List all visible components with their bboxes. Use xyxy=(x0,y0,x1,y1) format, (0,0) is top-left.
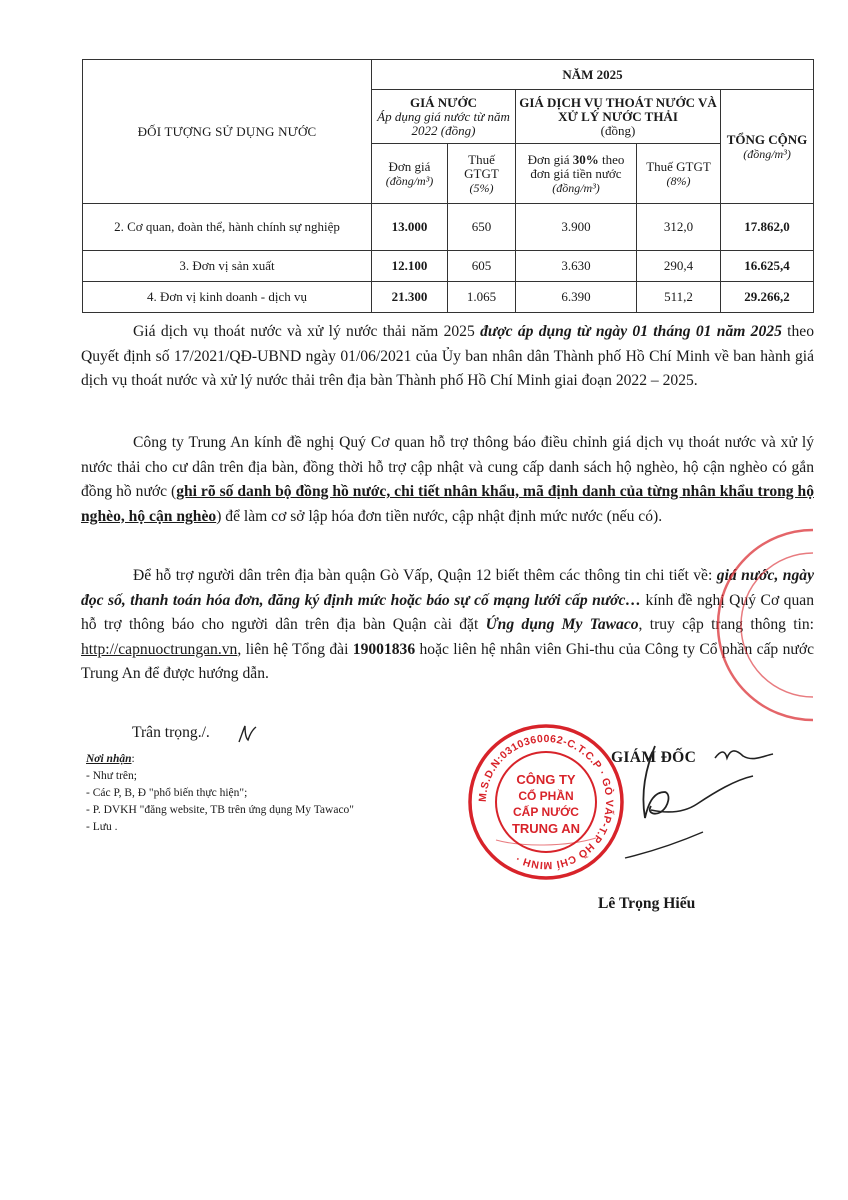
header-object: ĐỐI TƯỢNG SỬ DỤNG NƯỚC xyxy=(83,60,372,204)
cell-vat: 605 xyxy=(448,251,516,282)
cell-total: 17.862,0 xyxy=(721,204,814,251)
row-label: 2. Cơ quan, đoàn thể, hành chính sự nghiệp xyxy=(83,204,372,251)
cell-vat: 650 xyxy=(448,204,516,251)
para3-text-g: , liên hệ Tổng đài xyxy=(237,640,353,658)
header-drainage-title: GIÁ DỊCH VỤ THOÁT NƯỚC VÀ XỬ LÝ NƯỚC THẢI xyxy=(519,94,717,124)
para2-text-c: ) để làm cơ sở lập hóa đơn tiền nước, cập nhật định mức nước (nếu có). xyxy=(216,507,663,525)
header-water-subtitle: Áp dụng giá nước từ năm 2022 (đồng) xyxy=(377,108,510,138)
subheader-drain-price-pct: 30% xyxy=(572,151,599,167)
recipients-title-suffix: : xyxy=(131,753,135,765)
header-water-price xyxy=(372,90,516,144)
recipient-line: - Lưu . xyxy=(86,821,118,833)
header-drainage-subtitle: (đồng) xyxy=(600,122,636,138)
cell-drain-price: 3.630 xyxy=(516,251,637,282)
app-name: Ứng dụng My Tawaco xyxy=(485,616,639,633)
cell-total: 29.266,2 xyxy=(721,282,814,313)
cell-vat: 1.065 xyxy=(448,282,516,313)
subheader-unit-price-unit: (đồng/m³) xyxy=(385,173,434,188)
table-row xyxy=(83,251,814,282)
partial-stamp-icon xyxy=(703,515,813,765)
subheader-vat-water-rate: (5%) xyxy=(469,180,494,195)
para3-text-a: Để hỗ trợ người dân trên địa bàn quận Gò Vấp, Quận 12 biết thêm các thông tin chi tiết về: xyxy=(133,567,717,584)
para1-emphasis: được áp dụng từ ngày 01 tháng 01 năm 2025 xyxy=(480,323,782,340)
header-total-label: TỔNG CỘNG xyxy=(726,131,808,147)
recipient-line: - P. DVKH "đăng website, TB trên ứng dụng My Tawaco" xyxy=(86,804,354,816)
subheader-unit-price-label: Đơn giá xyxy=(388,158,431,174)
cell-price: 13.000 xyxy=(372,204,448,251)
header-total xyxy=(721,90,814,204)
cell-drain-price: 6.390 xyxy=(516,282,637,313)
para3-emphasis: giá nước, ngày đọc số, thanh toán hóa đơn, đăng ký định mức hoặc báo sự cố mạng lưới cấp nước… xyxy=(81,567,814,609)
hotline-number: 19001836 xyxy=(352,640,416,658)
signer-name: Lê Trọng Hiếu xyxy=(598,895,696,912)
subheader-vat-drain xyxy=(637,144,721,204)
stamp-ring-text: M.S.D.N:0310360062-C.T.C.P · GÒ VẤP-T.P HỒ CHÍ MINH · xyxy=(476,732,616,872)
subheader-drain-price-unit: (đồng/m³) xyxy=(552,180,600,195)
signer-title: GIÁM ĐỐC xyxy=(611,749,697,766)
subheader-drain-price-b: theo đơn giá tiền nước xyxy=(530,151,625,181)
header-water-title: GIÁ NƯỚC xyxy=(409,94,478,110)
para3-text-c: kính đề nghị Quý Cơ quan hỗ trợ thông báo cho người dân trên địa bàn Quận cài đặt xyxy=(81,591,814,633)
header-year: NĂM 2025 xyxy=(372,60,814,90)
signature-icon xyxy=(575,740,775,870)
row-label: 3. Đơn vị sản xuất xyxy=(83,251,372,282)
recipient-line: - Các P, B, Đ "phổ biến thực hiện"; xyxy=(86,787,248,799)
cell-drain-price: 3.900 xyxy=(516,204,637,251)
para2-text-a: Công ty Trung An kính đề nghị Quý Cơ quan hỗ trợ thông báo điều chỉnh giá dịch vụ thoát nước và xử lý nước thải cho cư dân trên địa bàn, đồng thời hỗ trợ cập nhật và cung cấp danh sách hộ nghèo, hộ cận nghèo có gắn đồng hồ nước ( xyxy=(81,434,814,500)
subheader-unit-price xyxy=(372,144,448,204)
stamp-line-3: CẤP NƯỚC xyxy=(513,805,579,819)
header-drainage-price xyxy=(516,90,721,144)
subheader-vat-drain-label: Thuế GTGT xyxy=(646,158,711,174)
recipients-block xyxy=(86,751,354,836)
initial-scribble-icon xyxy=(236,722,260,746)
closing-text: Trân trọng./. xyxy=(132,724,210,741)
para1-text-a: Giá dịch vụ thoát nước và xử lý nước thải năm 2025 xyxy=(133,323,481,340)
recipients-title: Nơi nhận xyxy=(86,753,132,765)
table-row xyxy=(83,204,814,251)
cell-total: 16.625,4 xyxy=(721,251,814,282)
para3-text-e: , truy cập trang thông tin: xyxy=(638,616,814,633)
tariff-table xyxy=(82,59,814,313)
cell-price: 21.300 xyxy=(372,282,448,313)
row-label: 4. Đơn vị kinh doanh - dịch vụ xyxy=(83,282,372,313)
website-link[interactable]: http://capnuoctrungan.vn xyxy=(81,640,238,658)
stamp-line-4: TRUNG AN xyxy=(511,821,581,836)
table-row xyxy=(83,282,814,313)
subheader-vat-water-label: Thuế GTGT xyxy=(464,151,499,181)
recipient-line: - Như trên; xyxy=(86,770,137,782)
cell-drain-vat: 511,2 xyxy=(637,282,721,313)
para2-emphasis: ghi rõ số danh bộ đồng hồ nước, chi tiết nhân khẩu, mã định danh của từng nhân khẩu trong hộ nghèo, hộ cận nghèo xyxy=(81,483,814,525)
cell-price: 12.100 xyxy=(372,251,448,282)
stamp-line-1: CÔNG TY xyxy=(516,772,576,787)
cell-drain-vat: 312,0 xyxy=(637,204,721,251)
subheader-vat-drain-rate: (8%) xyxy=(666,173,691,188)
subheader-drain-price-a: Đơn giá xyxy=(527,151,573,167)
header-total-unit: (đồng/m³) xyxy=(743,146,791,161)
stamp-line-2: CỔ PHẦN xyxy=(518,789,574,803)
para3-text-i: hoặc liên hệ nhân viên Ghi-thu của Công ty Cổ phần cấp nước Trung An để được hướng dẫn. xyxy=(81,640,814,682)
cell-drain-vat: 290,4 xyxy=(637,251,721,282)
para1-text-c: theo Quyết định số 17/2021/QĐ-UBND ngày 01/06/2021 của Ủy ban nhân dân Thành phố Hồ Chí Minh về ban hành giá dịch vụ thoát nước và xử lý nước thải trên địa bàn Thành phố Hồ Chí Minh giai đoạn 2022 – 2025. xyxy=(81,323,815,389)
subheader-drain-price xyxy=(516,144,637,204)
paragraph-effective-date xyxy=(81,320,814,394)
subheader-vat-water xyxy=(448,144,516,204)
